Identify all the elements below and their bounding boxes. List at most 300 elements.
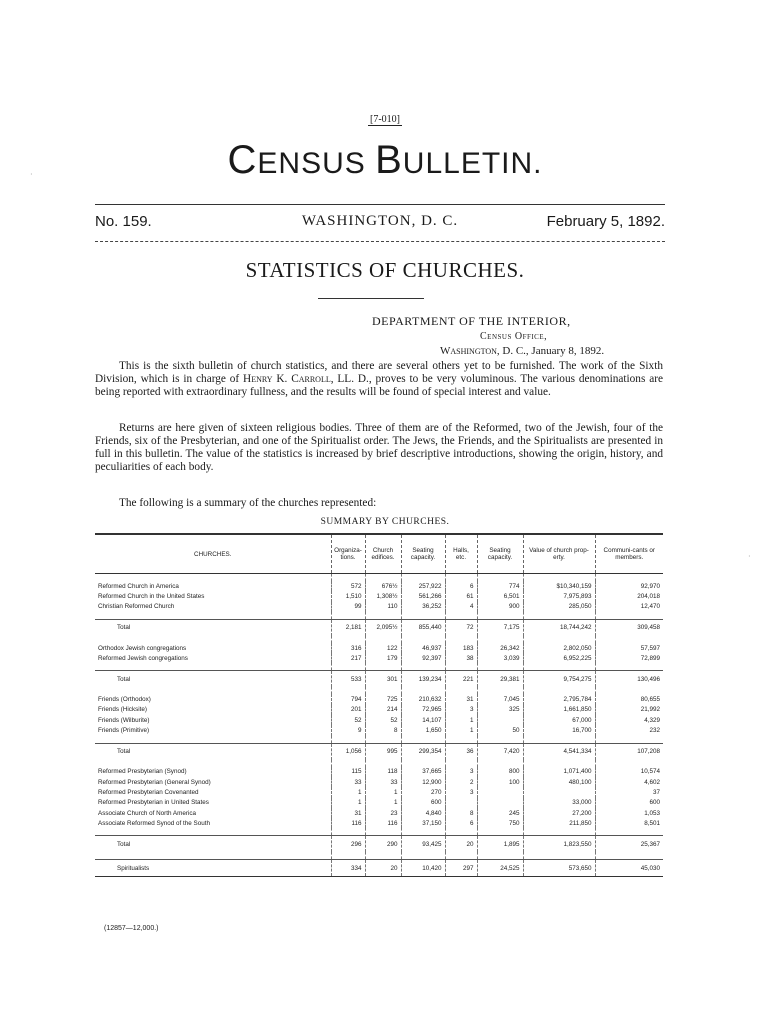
table-cell: 1,308½ [365,591,401,601]
table-cell: 211,850 [523,818,595,828]
table-cell: 2 [445,777,477,787]
section-title: STATISTICS OF CHURCHES. [245,258,525,282]
department-name: DEPARTMENT OF THE INTERIOR, [372,314,571,328]
table-cell: 325 [477,705,523,715]
table-cell: 37,665 [401,767,445,777]
table-cell: 204,018 [595,591,663,601]
table-cell: 10,574 [595,767,663,777]
table-row [95,591,663,601]
table-cell: 600 [401,798,445,808]
table-cell: 116 [331,818,365,828]
table-cell: 116 [365,818,401,828]
table-cell: 800 [477,767,523,777]
table-cell [401,636,445,643]
table-cell: 31 [445,694,477,704]
church-name: Reformed Jewish congregations [98,654,188,662]
table-cell: 7,045 [477,694,523,704]
table-cell [477,798,523,808]
table-cell: 301 [365,671,401,688]
table-cell [523,574,595,582]
table-cell [445,760,477,767]
table-cell: 4,840 [401,808,445,818]
table-cell: 2,095½ [365,619,401,636]
church-name [95,828,331,836]
paragraph-summary-intro-text: The following is a summary of the churches represented: [119,497,377,509]
table-cell: 214 [365,705,401,715]
table-cell [523,636,595,643]
table-cell: 257,922 [401,581,445,591]
church-name [95,636,331,643]
table-cell: 179 [365,653,401,663]
table-cell [595,687,663,694]
table-cell: 100 [477,777,523,787]
table-cell [445,687,477,694]
table-cell: 45,030 [595,860,663,877]
table-cell [445,852,477,860]
table-cell: 33 [331,777,365,787]
bulletin-code [0,114,770,125]
summary-title: SUMMARY BY CHURCHES. [320,517,450,527]
table-cell: 23 [365,808,401,818]
table-row [95,694,663,704]
table-cell: 16,700 [523,725,595,735]
table-cell [401,828,445,836]
church-name: Friends (Hicksite) [98,706,147,714]
church-name: Associate Church of North America [98,809,196,817]
table-cell [595,852,663,860]
table-cell [477,687,523,694]
table-cell: 1 [331,787,365,797]
spacer-row [95,687,663,694]
table-cell: 217 [331,653,365,663]
column-header: Seating capacity. [477,534,523,574]
column-header: Organiza-tions. [331,534,365,574]
table-cell: 7,975,893 [523,591,595,601]
table-cell: 855,440 [401,619,445,636]
table-cell: 1 [365,787,401,797]
table-cell [445,736,477,744]
church-name: Christian Reformed Church [98,603,175,611]
table-cell: 80,655 [595,694,663,704]
table-row [95,581,663,591]
church-name [95,663,331,671]
table-cell [523,828,595,836]
table-cell [331,828,365,836]
table-cell: 210,632 [401,694,445,704]
table-cell [445,636,477,643]
table-cell: 2,181 [331,619,365,636]
table-row [95,725,663,735]
total-row [95,743,663,760]
church-name: Total [95,836,331,853]
paragraph-intro-a: This is the sixth bulletin of church statistics, and there are several others yet to be furnished. The work of the Sixth Division, which is in charge of [95,360,663,385]
table-cell: 232 [595,725,663,735]
table-cell [331,736,365,744]
title-initial-c: C [227,138,258,182]
table-cell: 4 [445,602,477,612]
table-cell: 37,150 [401,818,445,828]
table-cell: 31 [331,808,365,818]
table-cell: 20 [445,836,477,853]
table-cell [477,663,523,671]
letter-place: Washington [440,345,497,357]
table-cell [523,787,595,797]
table-cell: 573,650 [523,860,595,877]
table-row [95,715,663,725]
table-cell: 2,795,784 [523,694,595,704]
total-row [95,836,663,853]
church-name: Reformed Presbyterian (Synod) [98,768,187,776]
spacer-row [95,736,663,744]
table-cell [595,760,663,767]
church-name: Reformed Presbyterian Covenanted [98,788,199,796]
table-cell: 52 [365,715,401,725]
table-cell [331,760,365,767]
table-cell [595,736,663,744]
table-cell [365,687,401,694]
table-cell: 296 [331,836,365,853]
table-cell: 38 [445,653,477,663]
table-cell: 299,354 [401,743,445,760]
table-cell [477,715,523,725]
table-row [95,643,663,653]
table-cell: 93,425 [401,836,445,853]
table-cell: 6,952,225 [523,653,595,663]
table-cell [477,574,523,582]
table-cell: 27,200 [523,808,595,818]
spacer-row [95,574,663,582]
church-name: Total [95,743,331,760]
table-cell: 29,381 [477,671,523,688]
table-cell [477,612,523,620]
column-header: Halls, etc. [445,534,477,574]
table-cell [331,852,365,860]
table-cell: 130,496 [595,671,663,688]
table-cell: 316 [331,643,365,653]
table-cell [401,760,445,767]
table-cell: 33,000 [523,798,595,808]
church-name: Total [95,671,331,688]
table-cell: 26,342 [477,643,523,653]
table-cell [365,736,401,744]
table-cell [595,612,663,620]
column-header-churches: CHURCHES. [95,534,331,574]
table-cell: 118 [365,767,401,777]
table-cell: 67,000 [523,715,595,725]
table-cell [401,663,445,671]
table-cell: 725 [365,694,401,704]
table-cell: 1,071,400 [523,767,595,777]
table-cell: 1 [445,715,477,725]
table-cell: 92,397 [401,653,445,663]
table-cell: 33 [365,777,401,787]
table-cell: 4,329 [595,715,663,725]
table-cell: 6 [445,818,477,828]
table-cell [401,852,445,860]
letter-place-date [440,345,604,357]
table-cell [595,574,663,582]
table-cell [595,663,663,671]
spacer-row [95,636,663,643]
table-cell: 334 [331,860,365,877]
office-name: Census Office, [480,331,548,342]
table-cell: 24,525 [477,860,523,877]
table-cell [331,574,365,582]
bulletin-date: February 5, 1892. [546,213,665,230]
paragraph-intro [95,360,663,399]
column-header: Church edifices. [365,534,401,574]
church-name [95,612,331,620]
table-cell: 297 [445,860,477,877]
bulletin-title [0,138,770,183]
table-cell: 36 [445,743,477,760]
church-name: Friends (Primitive) [98,727,150,735]
table-cell: 122 [365,643,401,653]
church-name: Reformed Church in the United States [98,592,205,600]
paragraph-intro-b: , LL. D., proves to be very voluminous. The various denominations are being reported with extraordinary fullness, and the results will be found of special interest and value. [95,373,663,398]
table-cell: 8 [365,725,401,735]
bulletin-place: WASHINGTON, D. C. [301,213,459,229]
title-initial-b: B [375,138,403,182]
table-cell [445,828,477,836]
table-row [95,767,663,777]
table-cell [401,736,445,744]
table-cell [477,760,523,767]
table-cell: 3,039 [477,653,523,663]
table-cell: 8 [445,808,477,818]
table-cell [331,612,365,620]
church-name: Friends (Orthodox) [98,696,151,704]
table-cell: 14,107 [401,715,445,725]
table-cell [445,574,477,582]
table-cell [331,687,365,694]
church-name: Friends (Wilburite) [98,716,150,724]
church-name: Orthodox Jewish congregations [98,644,187,652]
spacer-row [95,760,663,767]
table-cell: 2,802,050 [523,643,595,653]
table-cell: 52 [331,715,365,725]
table-cell: 107,208 [595,743,663,760]
table-cell: 533 [331,671,365,688]
spacer-row [95,663,663,671]
table-cell: 92,970 [595,581,663,591]
table-cell: 221 [445,671,477,688]
table-cell: 21,992 [595,705,663,715]
church-name [95,736,331,744]
table-cell: 7,175 [477,619,523,636]
table-cell: 1,056 [331,743,365,760]
table-cell [477,636,523,643]
spacer-row [95,828,663,836]
table-cell: 72,899 [595,653,663,663]
table-cell: 600 [595,798,663,808]
table-cell [365,663,401,671]
table-cell [331,663,365,671]
table-cell: 270 [401,787,445,797]
table-cell [365,760,401,767]
director-name: Henry K. Carroll [243,373,331,385]
paragraph-returns-text: Returns are here given of sixteen religious bodies. Three of them are of the Reformed, two of the Jewish, four of the Friends, six of the Presbyterian, and one of the Spiritualist order. The Jews, the Friends, and the Spiritualists are presented in full in this bulletin. The value of the statistics is increased by brief descriptive introductions, showing the origin, history, and peculiarities of each body. [95,422,663,473]
table-cell: 794 [331,694,365,704]
table-cell: 750 [477,818,523,828]
letter-date: , D. C., January 8, 1892. [496,345,605,357]
spacer-row [95,852,663,860]
table-cell: 995 [365,743,401,760]
table-cell: 245 [477,808,523,818]
title-part-1: ENSUS [257,147,376,180]
table-cell [401,574,445,582]
table-row [95,818,663,828]
table-cell [445,663,477,671]
church-name: Reformed Presbyterian (General Synod) [98,778,211,786]
church-name: Reformed Church in America [98,582,179,590]
dateline-rule [95,241,665,242]
table-cell: 8,501 [595,818,663,828]
summary-header-row [95,534,663,574]
church-name: Associate Reformed Synod of the South [98,819,211,827]
table-cell: 1 [445,725,477,735]
bulletin-code-text: [7-010] [370,114,400,125]
table-cell: 285,050 [523,602,595,612]
table-cell: 36,252 [401,602,445,612]
table-cell: 900 [477,602,523,612]
table-cell: 774 [477,581,523,591]
table-cell: 572 [331,581,365,591]
table-cell: 3 [445,787,477,797]
church-name [95,687,331,694]
table-cell: 1,823,550 [523,836,595,853]
table-row [95,653,663,663]
table-cell: 46,937 [401,643,445,653]
table-cell: 18,744,242 [523,619,595,636]
summary-body [95,574,663,877]
table-cell: 1,510 [331,591,365,601]
bulletin-number: No. 159. [95,213,152,230]
table-cell [331,636,365,643]
table-cell: 115 [331,767,365,777]
table-cell [445,612,477,620]
table-cell: $10,340,159 [523,581,595,591]
table-cell: 25,367 [595,836,663,853]
table-cell: 37 [595,787,663,797]
table-cell: 6,501 [477,591,523,601]
column-header: Value of church prop-erty. [523,534,595,574]
margin-mark: · [30,170,33,179]
church-name: Reformed Presbyterian in United States [98,799,209,807]
table-cell [365,574,401,582]
total-row [95,619,663,636]
paragraph-summary-intro [95,497,663,510]
table-cell: 12,470 [595,602,663,612]
table-cell: 201 [331,705,365,715]
table-cell: 61 [445,591,477,601]
table-cell [477,852,523,860]
table-cell [445,798,477,808]
dateline [95,213,665,235]
table-cell [365,612,401,620]
table-cell: 50 [477,725,523,735]
table-row [95,705,663,715]
table-row [95,860,663,877]
table-cell [523,687,595,694]
table-cell: 480,100 [523,777,595,787]
table-cell: 1,053 [595,808,663,818]
table-cell: 7,420 [477,743,523,760]
table-cell: 4,541,334 [523,743,595,760]
paragraph-returns [95,422,663,474]
column-header: Seating capacity. [401,534,445,574]
table-cell: 20 [365,860,401,877]
table-cell: 1,661,850 [523,705,595,715]
print-footnote: (12857—12,000.) [104,925,159,932]
table-cell: 57,597 [595,643,663,653]
table-cell: 1 [331,798,365,808]
table-cell [365,852,401,860]
table-cell: 99 [331,602,365,612]
table-cell: 3 [445,767,477,777]
table-row [95,808,663,818]
church-name [95,760,331,767]
table-row [95,602,663,612]
table-cell [401,612,445,620]
table-row [95,777,663,787]
table-cell: 1,650 [401,725,445,735]
table-cell [595,828,663,836]
table-cell [523,736,595,744]
table-cell [365,828,401,836]
table-cell: 110 [365,602,401,612]
church-name: Spiritualists [95,860,331,877]
table-cell [477,736,523,744]
church-name: Total [95,619,331,636]
table-cell: 561,266 [401,591,445,601]
spacer-row [95,612,663,620]
table-cell: 676½ [365,581,401,591]
table-cell [477,787,523,797]
table-cell: 12,900 [401,777,445,787]
table-cell: 183 [445,643,477,653]
table-cell [523,663,595,671]
table-cell: 290 [365,836,401,853]
table-cell [477,828,523,836]
table-cell: 6 [445,581,477,591]
table-cell: 10,420 [401,860,445,877]
title-rule [95,204,665,205]
table-cell: 139,234 [401,671,445,688]
table-cell: 1,895 [477,836,523,853]
table-cell [523,852,595,860]
table-cell [523,760,595,767]
summary-table [95,533,663,877]
column-header: Communi-cants or members. [595,534,663,574]
church-name [95,574,331,582]
table-cell: 72 [445,619,477,636]
table-row [95,787,663,797]
subtitle-rule [318,298,424,299]
table-cell [401,687,445,694]
church-name [95,852,331,860]
table-cell: 309,458 [595,619,663,636]
table-cell: 4,602 [595,777,663,787]
table-cell: 1 [365,798,401,808]
table-cell: 3 [445,705,477,715]
table-row [95,798,663,808]
table-cell: 72,965 [401,705,445,715]
margin-mark: · [748,552,751,561]
table-cell [523,612,595,620]
table-cell: 9,754,275 [523,671,595,688]
table-cell: 9 [331,725,365,735]
